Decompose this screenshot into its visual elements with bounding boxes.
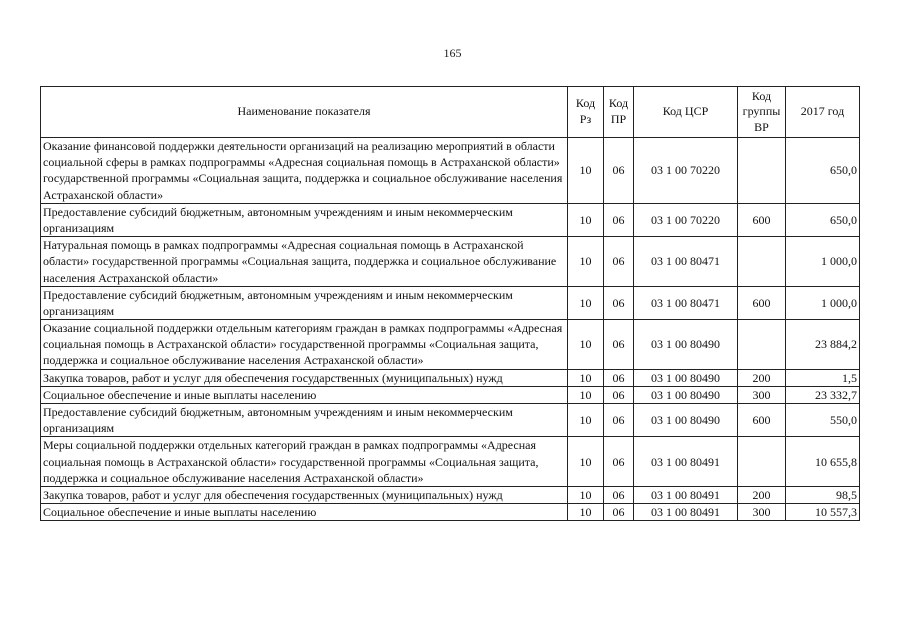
indicator-name-cell: Натуральная помощь в рамках подпрограммы «Адресная социальная помощь в Астраханской области» государственной программы «Социальная защита, поддержка и социальное обслуживание населения Астраханской области»	[41, 237, 568, 287]
indicator-name-cell: Социальное обеспечение и иные выплаты населению	[41, 386, 568, 403]
vr-code-cell	[738, 138, 786, 204]
csr-code-cell: 03 1 00 80490	[634, 369, 738, 386]
amount-cell: 650,0	[786, 138, 860, 204]
pr-code-cell: 06	[604, 237, 634, 287]
pr-code-cell: 06	[604, 286, 634, 319]
header-rz: Код Рз	[568, 87, 604, 138]
table-row	[41, 138, 860, 204]
budget-table	[40, 86, 860, 521]
header-vr: Код группы ВР	[738, 87, 786, 138]
pr-code-cell: 06	[604, 504, 634, 521]
table-row	[41, 386, 860, 403]
csr-code-cell: 03 1 00 80490	[634, 404, 738, 437]
csr-code-cell: 03 1 00 80491	[634, 504, 738, 521]
amount-cell: 1 000,0	[786, 286, 860, 319]
rz-code-cell: 10	[568, 437, 604, 487]
table-row	[41, 320, 860, 370]
table-row	[41, 369, 860, 386]
vr-code-cell: 300	[738, 504, 786, 521]
table-body	[41, 138, 860, 521]
indicator-name-cell: Предоставление субсидий бюджетным, автономным учреждениям и иным некоммерческим организациям	[41, 404, 568, 437]
rz-code-cell: 10	[568, 486, 604, 503]
pr-code-cell: 06	[604, 437, 634, 487]
rz-code-cell: 10	[568, 320, 604, 370]
vr-code-cell	[738, 320, 786, 370]
header-name: Наименование показателя	[41, 87, 568, 138]
rz-code-cell: 10	[568, 138, 604, 204]
rz-code-cell: 10	[568, 386, 604, 403]
pr-code-cell: 06	[604, 486, 634, 503]
indicator-name-cell: Оказание социальной поддержки отдельным категориям граждан в рамках подпрограммы «Адресная социальная помощь в Астраханской области» государственной программы «Социальная защита, поддержка и социальное обслуживание населения Астраханской области»	[41, 320, 568, 370]
vr-code-cell	[738, 437, 786, 487]
pr-code-cell: 06	[604, 320, 634, 370]
csr-code-cell: 03 1 00 80490	[634, 386, 738, 403]
amount-cell: 1 000,0	[786, 237, 860, 287]
indicator-name-cell: Предоставление субсидий бюджетным, автономным учреждениям и иным некоммерческим организациям	[41, 203, 568, 236]
indicator-name-cell: Закупка товаров, работ и услуг для обеспечения государственных (муниципальных) нужд	[41, 369, 568, 386]
table-row	[41, 203, 860, 236]
rz-code-cell: 10	[568, 504, 604, 521]
vr-code-cell: 600	[738, 203, 786, 236]
vr-code-cell: 600	[738, 286, 786, 319]
csr-code-cell: 03 1 00 80471	[634, 286, 738, 319]
rz-code-cell: 10	[568, 203, 604, 236]
pr-code-cell: 06	[604, 138, 634, 204]
pr-code-cell: 06	[604, 404, 634, 437]
indicator-name-cell: Предоставление субсидий бюджетным, автономным учреждениям и иным некоммерческим организациям	[41, 286, 568, 319]
amount-cell: 23 884,2	[786, 320, 860, 370]
page-number: 165	[443, 46, 462, 60]
amount-cell: 98,5	[786, 486, 860, 503]
csr-code-cell: 03 1 00 70220	[634, 203, 738, 236]
amount-cell: 550,0	[786, 404, 860, 437]
table-row	[41, 504, 860, 521]
amount-cell: 10 655,8	[786, 437, 860, 487]
table-row	[41, 286, 860, 319]
table-row	[41, 237, 860, 287]
csr-code-cell: 03 1 00 70220	[634, 138, 738, 204]
header-year: 2017 год	[786, 87, 860, 138]
csr-code-cell: 03 1 00 80471	[634, 237, 738, 287]
amount-cell: 1,5	[786, 369, 860, 386]
rz-code-cell: 10	[568, 369, 604, 386]
vr-code-cell: 200	[738, 486, 786, 503]
pr-code-cell: 06	[604, 369, 634, 386]
amount-cell: 23 332,7	[786, 386, 860, 403]
vr-code-cell: 200	[738, 369, 786, 386]
rz-code-cell: 10	[568, 286, 604, 319]
indicator-name-cell: Социальное обеспечение и иные выплаты населению	[41, 504, 568, 521]
indicator-name-cell: Оказание финансовой поддержки деятельности организаций на реализацию мероприятий в области социальной сферы в рамках подпрограммы «Адресная социальная помощь в Астраханской области» государственной программы «Социальная защита, поддержка и социальное обслуживание населения Астраханской области»	[41, 138, 568, 204]
pr-code-cell: 06	[604, 203, 634, 236]
indicator-name-cell: Меры социальной поддержки отдельных категорий граждан в рамках подпрограммы «Адресная социальная помощь в Астраханской области» государственной программы «Социальная защита, поддержка и социальное обслуживание населения Астраханской области»	[41, 437, 568, 487]
rz-code-cell: 10	[568, 237, 604, 287]
csr-code-cell: 03 1 00 80491	[634, 486, 738, 503]
csr-code-cell: 03 1 00 80490	[634, 320, 738, 370]
vr-code-cell: 300	[738, 386, 786, 403]
csr-code-cell: 03 1 00 80491	[634, 437, 738, 487]
pr-code-cell: 06	[604, 386, 634, 403]
header-csr: Код ЦСР	[634, 87, 738, 138]
vr-code-cell: 600	[738, 404, 786, 437]
amount-cell: 650,0	[786, 203, 860, 236]
vr-code-cell	[738, 237, 786, 287]
amount-cell: 10 557,3	[786, 504, 860, 521]
header-pr: Код ПР	[604, 87, 634, 138]
table-row	[41, 486, 860, 503]
table-row	[41, 437, 860, 487]
table-row	[41, 404, 860, 437]
indicator-name-cell: Закупка товаров, работ и услуг для обеспечения государственных (муниципальных) нужд	[41, 486, 568, 503]
table-header-row	[41, 87, 860, 138]
rz-code-cell: 10	[568, 404, 604, 437]
